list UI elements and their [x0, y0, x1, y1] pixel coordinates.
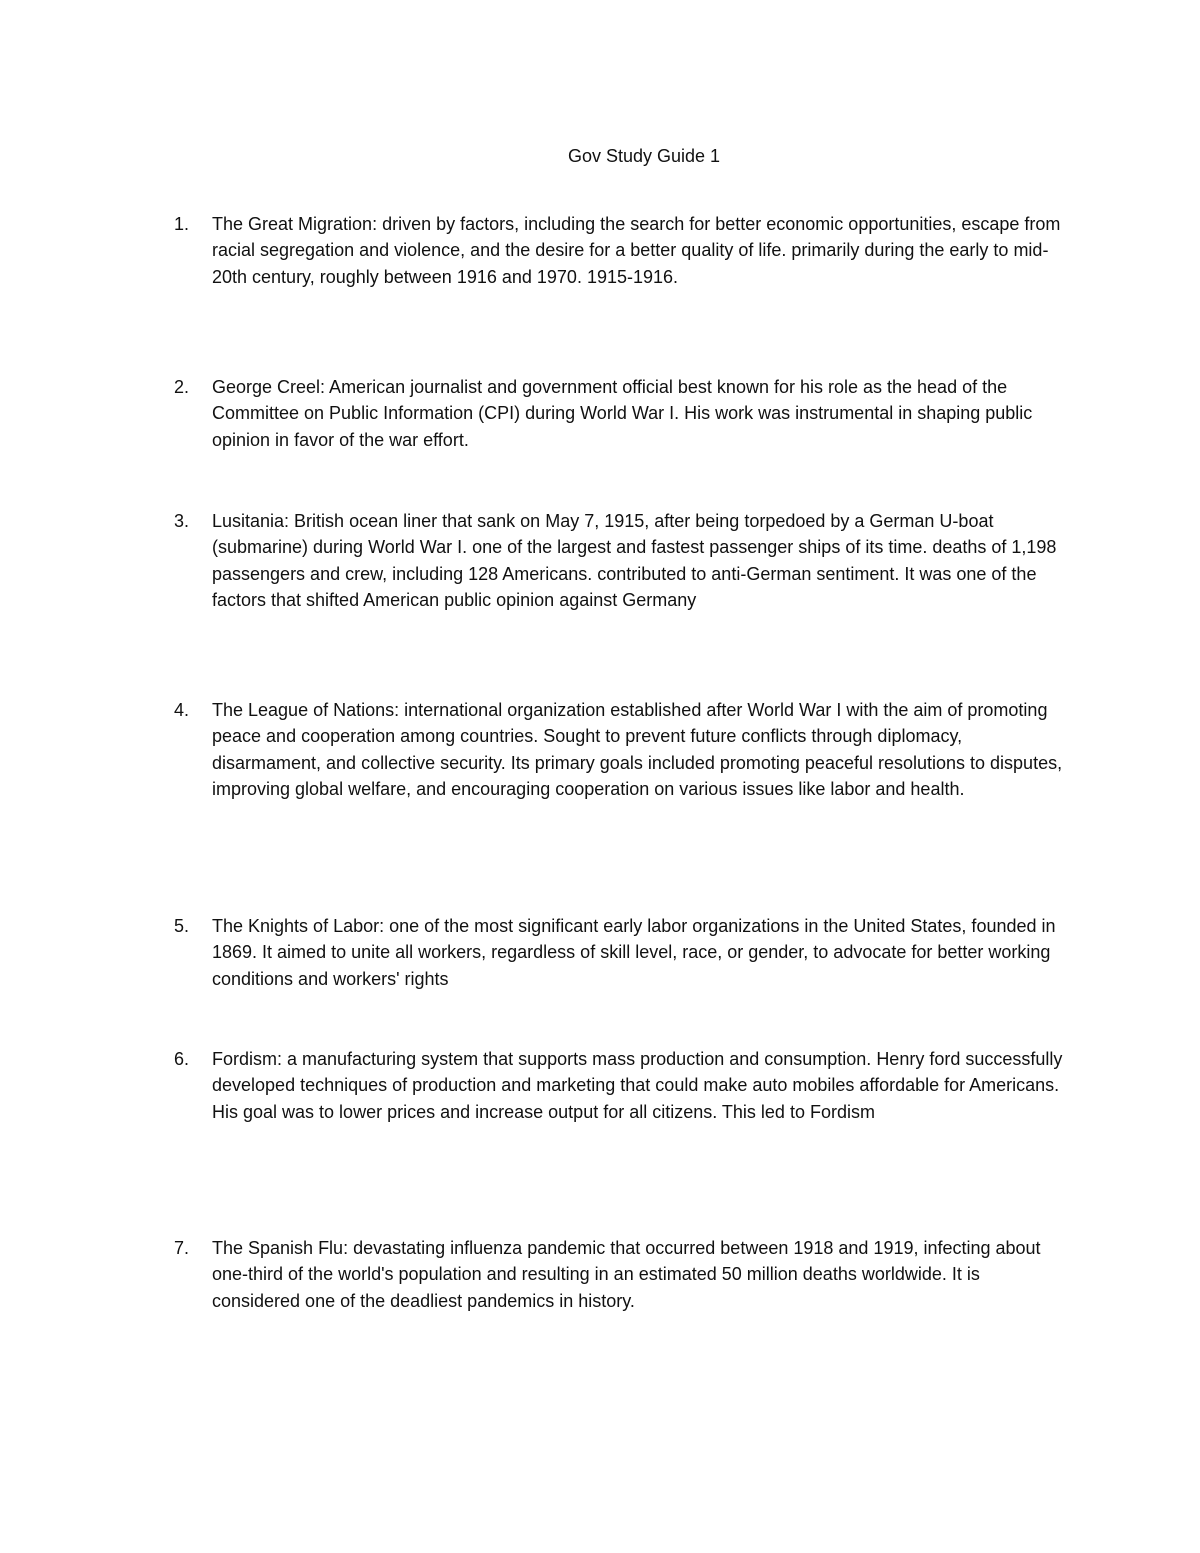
list-item-text: Lusitania: British ocean liner that sank on May 7, 1915, after being torpedoed by a German U-boat (submarine) during World War I. one of the largest and fastest passenger ships of its time. deaths of 1,198 passengers and crew, including 128 Americans. contributed to anti-German sentiment. It was one of the factors that shifted American public opinion against Germany	[212, 511, 1057, 610]
list-item-number: 2.	[174, 377, 190, 397]
list-item-2	[174, 374, 1064, 453]
list-item-number: 7.	[174, 1238, 190, 1258]
list-item-text: The Great Migration: driven by factors, including the search for better economic opportunities, escape from racial segregation and violence, and the desire for a better quality of life. primarily during the early to mid-20th century, roughly between 1916 and 1970. 1915-1916.	[212, 214, 1061, 287]
document-title: Gov Study Guide 1	[567, 146, 721, 166]
list-item-number: 3.	[174, 511, 190, 531]
list-item-7	[174, 1235, 1064, 1314]
list-item-text: Fordism: a manufacturing system that supports mass production and consumption. Henry ford successfully developed techniques of production and marketing that could make auto mobiles affordable for Americans. His goal was to lower prices and increase output for all citizens. This led to Fordism	[212, 1049, 1063, 1122]
list-item-number: 6.	[174, 1049, 190, 1069]
list-item-4	[174, 697, 1064, 802]
list-item-number: 1.	[174, 214, 190, 234]
list-item-1	[174, 211, 1064, 290]
list-item-number: 5.	[174, 916, 190, 936]
list-item-text: The Spanish Flu: devastating influenza pandemic that occurred between 1918 and 1919, infecting about one-third of the world's population and resulting in an estimated 50 million deaths worldwide. It is considered one of the deadliest pandemics in history.	[212, 1238, 1041, 1311]
list-item-3	[174, 508, 1064, 613]
list-item-number: 4.	[174, 700, 190, 720]
list-item-5	[174, 913, 1064, 992]
list-item-text: The Knights of Labor: one of the most significant early labor organizations in the United States, founded in 1869. It aimed to unite all workers, regardless of skill level, race, or gender, to advocate for better working conditions and workers' rights	[212, 916, 1056, 989]
list-item-6	[174, 1046, 1064, 1125]
list-item-text: George Creel: American journalist and government official best known for his role as the head of the Committee on Public Information (CPI) during World War I. His work was instrumental in shaping public opinion in favor of the war effort.	[212, 377, 1033, 450]
list-item-text: The League of Nations: international organization established after World War I with the aim of promoting peace and cooperation among countries. Sought to prevent future conflicts through diplomacy, disarmament, and collective security. Its primary goals included promoting peaceful resolutions to disputes, improving global welfare, and encouraging cooperation on various issues like labor and health.	[212, 700, 1063, 799]
